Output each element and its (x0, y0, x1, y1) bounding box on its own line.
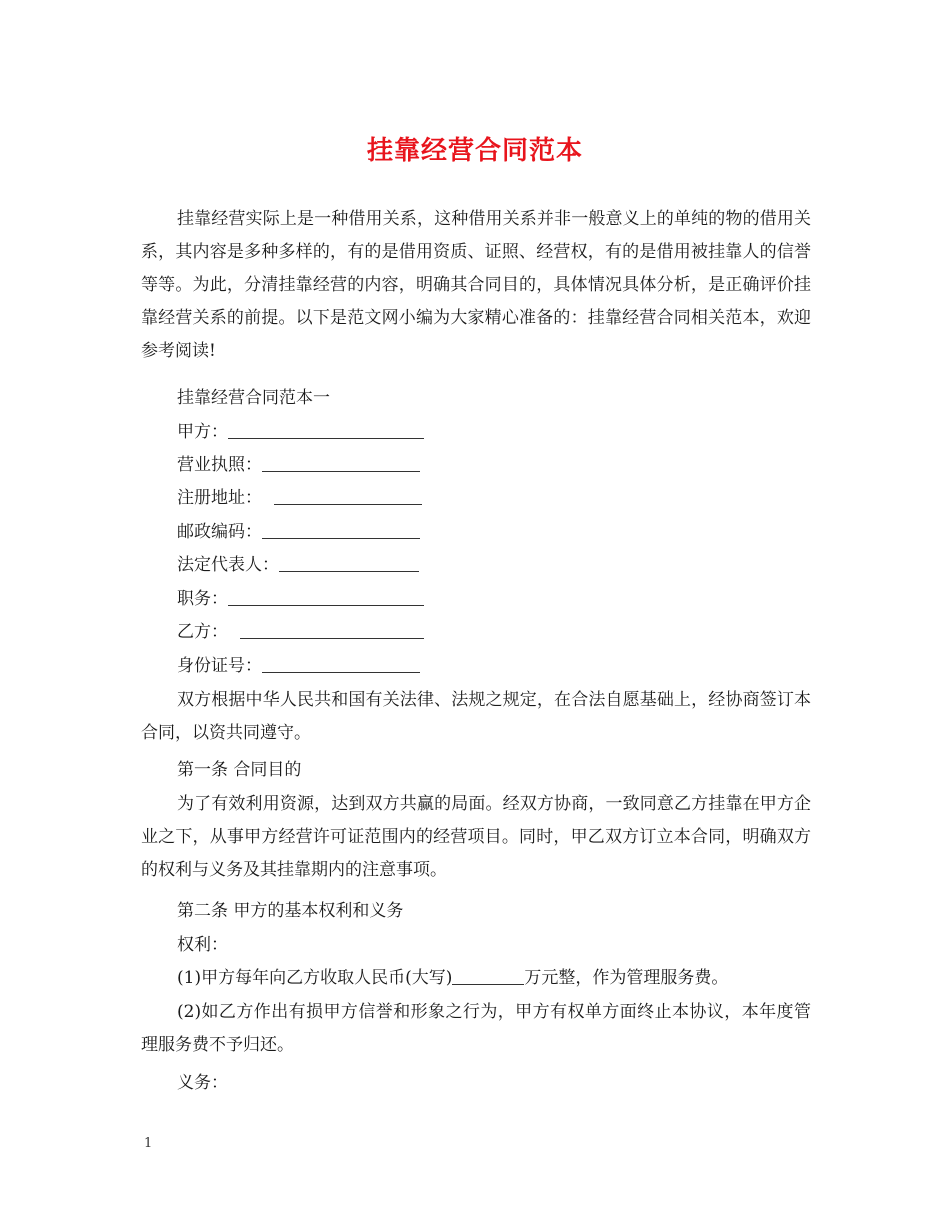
postal-code-field (177, 516, 420, 549)
article2-heading: 第二条 甲方的基本权利和义务 (177, 901, 404, 921)
legal-representative-field (177, 549, 419, 582)
article1-heading: 第一条 合同目的 (177, 760, 302, 780)
party-b-field (177, 616, 424, 649)
business-license-blank (262, 453, 420, 472)
party-a-blank (228, 420, 424, 439)
right-2-paragraph: (2)如乙方作出有损甲方信誉和形象之行为，甲方有权单方面终止本协议，本年度管理服务费不予归还。 (141, 1002, 811, 1055)
id-number-label: 身份证号： (177, 656, 262, 676)
duties-label: 义务： (177, 1073, 228, 1093)
party-a-label: 甲方： (177, 422, 228, 442)
right-1-line (177, 962, 728, 995)
party-a-field (177, 416, 424, 449)
registered-address-blank (274, 486, 422, 505)
position-label: 职务： (177, 589, 228, 609)
legal-representative-blank (279, 553, 419, 572)
intro-paragraph: 挂靠经营实际上是一种借用关系，这种借用关系并非一般意义上的单纯的物的借用关系，其内容是多种多样的，有的是借用资质、证照、经营权，有的是借用被挂靠人的信誉等等。为此，分清挂靠经营的内容，明确其合同目的，具体情况具体分析，是正确评价挂靠经营关系的前提。以下是范文网小编为大家精心准备的：挂靠经营合同相关范本，欢迎参考阅读! (141, 209, 811, 361)
position-field (177, 583, 424, 616)
business-license-field (177, 449, 420, 482)
postal-code-label: 邮政编码： (177, 522, 262, 542)
registered-address-field (177, 482, 422, 515)
position-blank (228, 587, 424, 606)
sample-heading: 挂靠经营合同范本一 (177, 388, 330, 408)
rights-label: 权利： (177, 935, 228, 955)
legal-representative-label: 法定代表人： (177, 555, 279, 575)
registered-address-label: 注册地址： (177, 488, 262, 508)
id-number-field (177, 650, 420, 683)
right-1-suffix: 万元整，作为管理服务费。 (524, 968, 729, 988)
management-fee-blank (452, 966, 524, 985)
article1-paragraph: 为了有效利用资源，达到双方共赢的局面。经双方协商，一致同意乙方挂靠在甲方企业之下，从事甲方经营许可证范围内的经营项目。同时，甲乙双方订立本合同，明确双方的权利与义务及其挂靠期内的注意事项。 (141, 794, 811, 880)
preamble-paragraph: 双方根据中华人民共和国有关法律、法规之规定，在合法自愿基础上，经协商签订本合同，以资共同遵守。 (141, 690, 811, 743)
document-title: 挂靠经营合同范本 (366, 136, 583, 166)
id-number-blank (262, 654, 420, 673)
postal-code-blank (262, 520, 420, 539)
page-number: 1 (144, 1136, 153, 1151)
business-license-label: 营业执照： (177, 455, 262, 475)
party-b-blank (240, 620, 424, 639)
party-b-label: 乙方： (177, 622, 228, 642)
right-1-prefix: (1)甲方每年向乙方收取人民币(大写) (177, 968, 453, 988)
